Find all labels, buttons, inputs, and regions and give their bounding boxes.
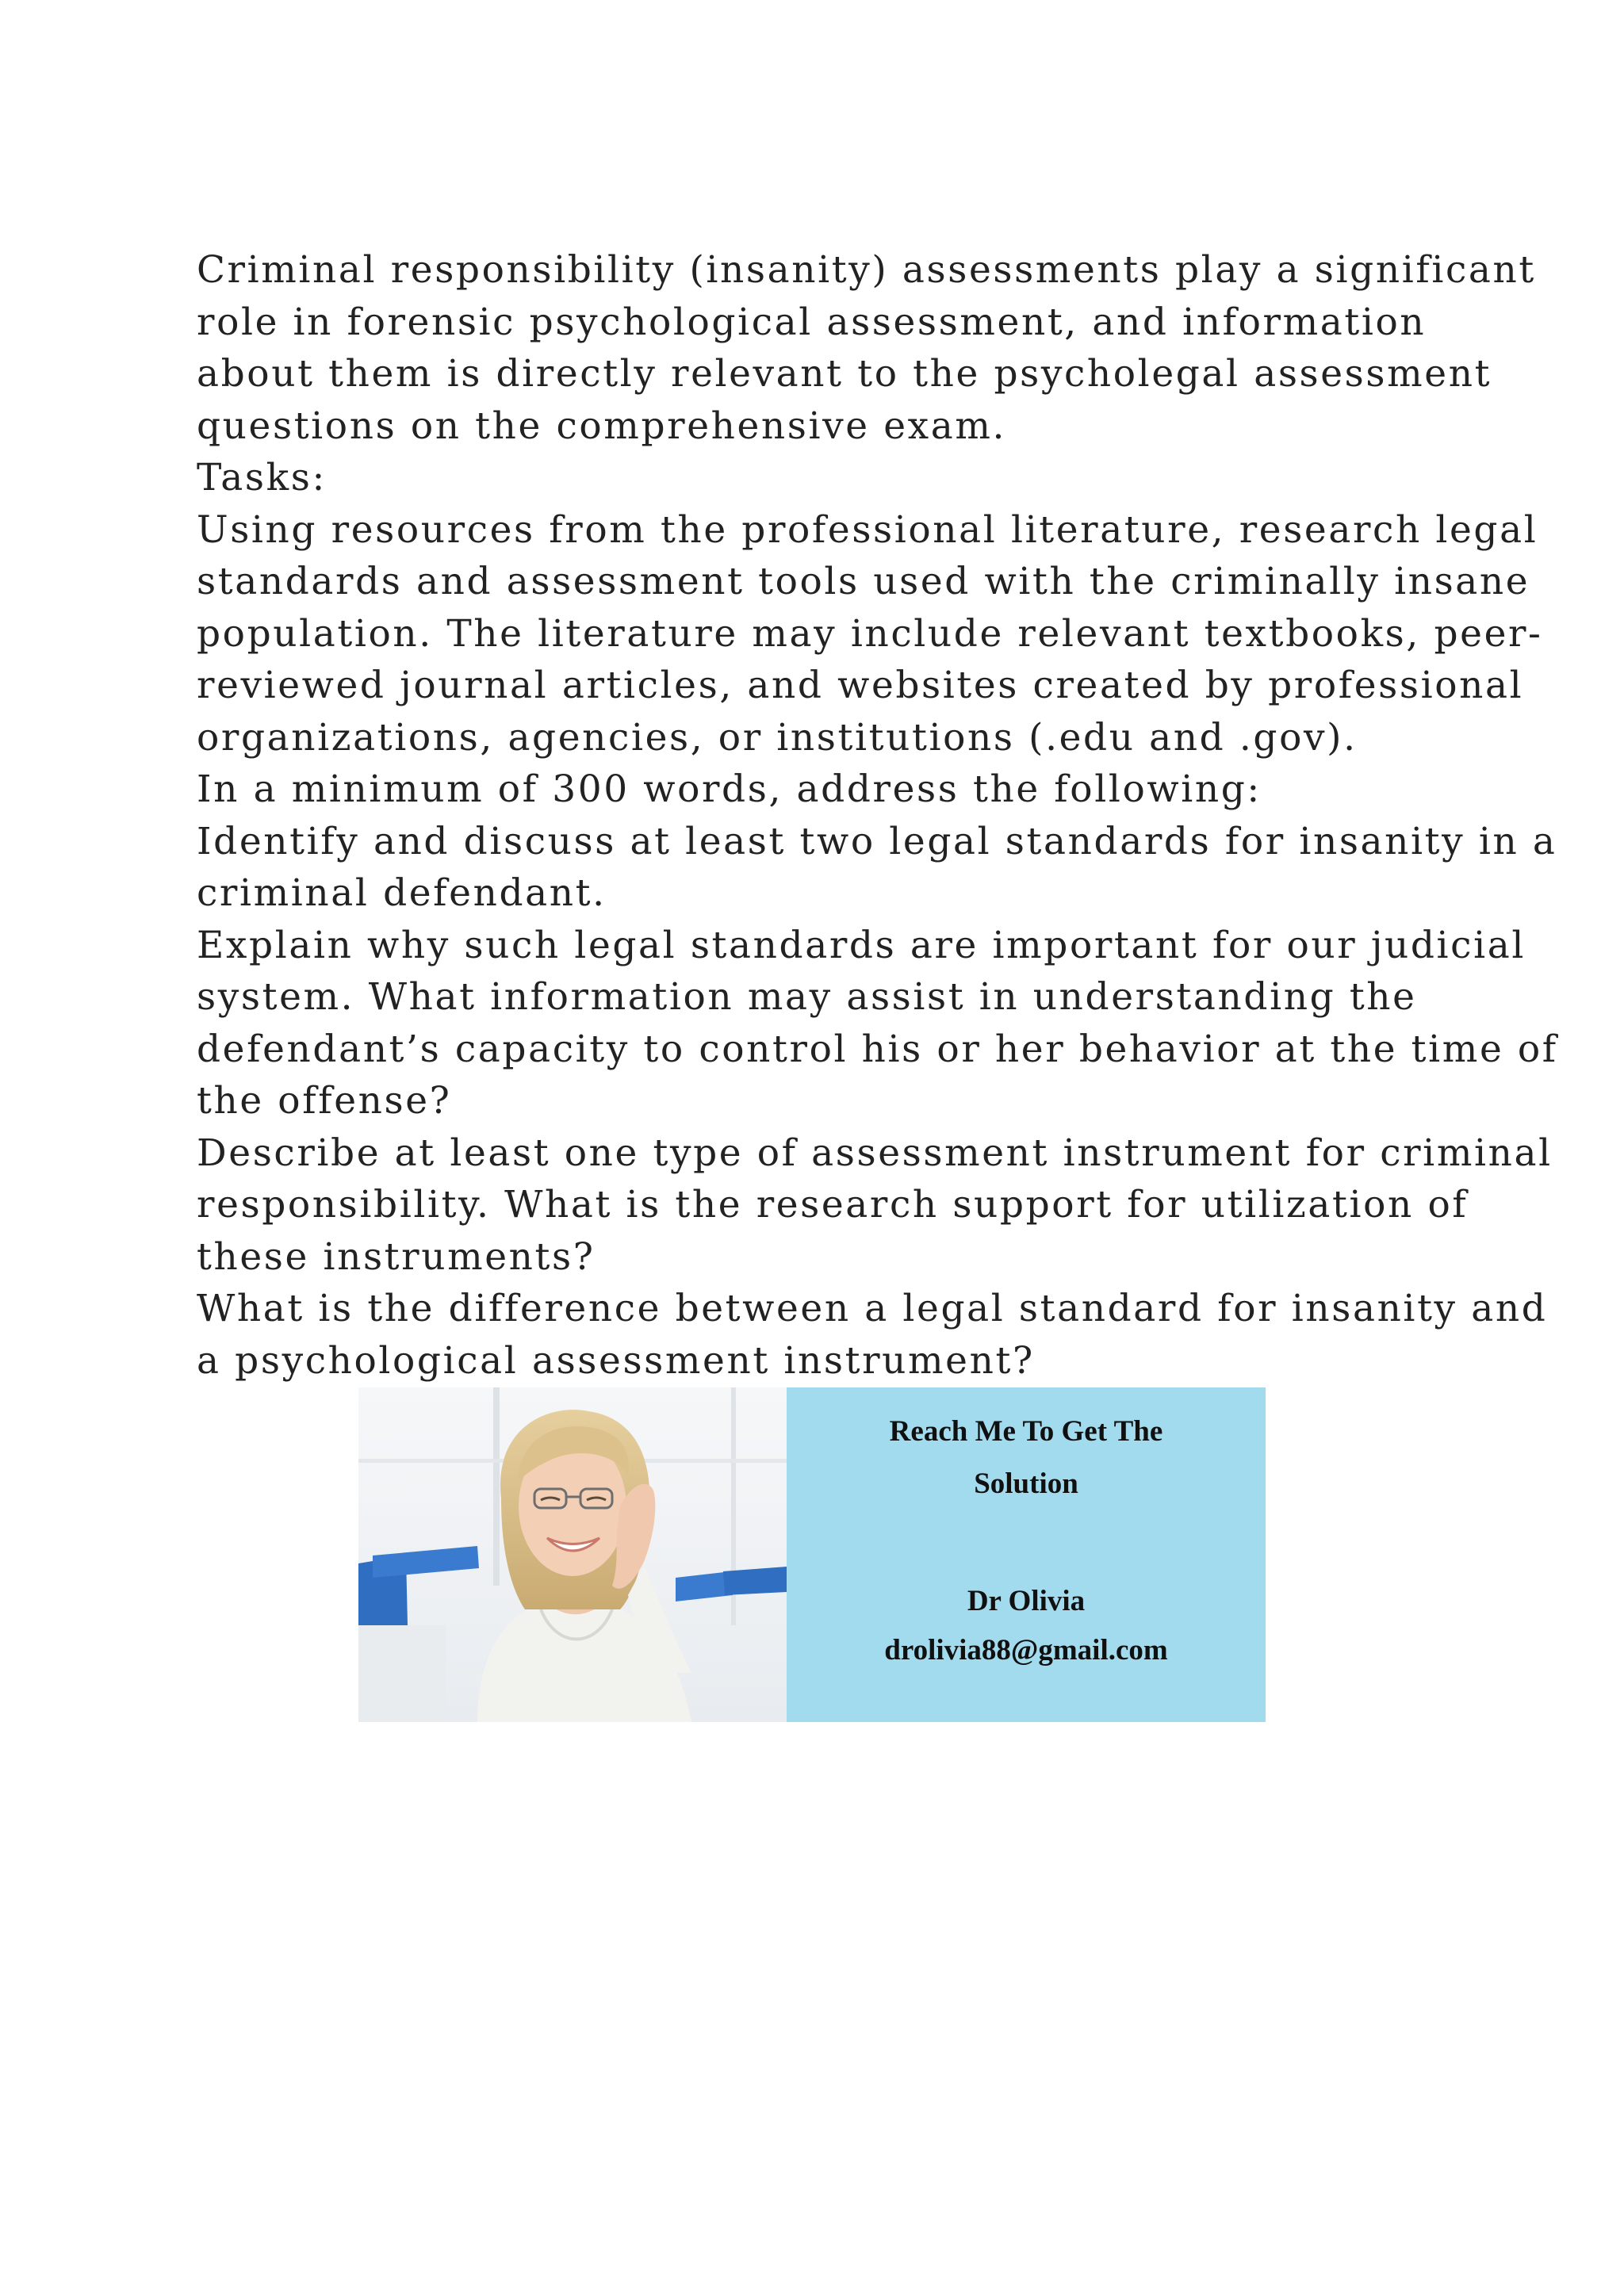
text-line: criminal defendant.: [197, 871, 607, 915]
text-line: Describe at least one type of assessment instrument for criminal: [197, 1131, 1553, 1175]
headline-line-1: Reach Me To Get The: [889, 1415, 1163, 1448]
text-line: In a minimum of 300 words, address the following:: [197, 767, 1262, 811]
contact-panel: [787, 1387, 1266, 1722]
contact-email: drolivia88@gmail.com: [884, 1634, 1168, 1667]
text-line: responsibility. What is the research support for utilization of: [197, 1183, 1469, 1226]
assignment-text: [197, 244, 1558, 1387]
text-line: population. The literature may include relevant textbooks, peer-: [197, 611, 1543, 656]
text-line: a psychological assessment instrument?: [197, 1338, 1035, 1383]
headline-line-2: Solution: [974, 1468, 1078, 1500]
tasks-heading: Tasks:: [197, 456, 327, 499]
text-line: system. What information may assist in understanding the: [197, 975, 1417, 1019]
text-line: organizations, agencies, or institutions (.edu and .gov).: [197, 715, 1358, 760]
photo-illustration: [358, 1387, 787, 1722]
text-line: these instruments?: [197, 1234, 596, 1279]
contact-banner: [358, 1387, 1266, 1722]
text-line: reviewed journal articles, and websites created by professional: [197, 664, 1524, 707]
text-line: Criminal responsibility (insanity) assessments play a significant: [197, 248, 1536, 292]
smiling-woman-with-glasses-photo: [358, 1387, 787, 1722]
text-line: role in forensic psychological assessment, and information: [197, 300, 1427, 344]
text-line: the offense?: [197, 1079, 452, 1123]
text-line: about them is directly relevant to the psycholegal assessment: [197, 352, 1492, 396]
text-line: Explain why such legal standards are important for our judicial: [197, 923, 1526, 967]
text-line: standards and assessment tools used with the criminally insane: [197, 560, 1530, 603]
contact-name: Dr Olivia: [967, 1585, 1086, 1617]
text-line: Identify and discuss at least two legal standards for insanity in a: [197, 819, 1557, 863]
text-line: What is the difference between a legal standard for insanity and: [197, 1287, 1548, 1330]
text-line: defendant’s capacity to control his or her behavior at the time of: [197, 1027, 1558, 1071]
text-line: Using resources from the professional literature, research legal: [197, 507, 1538, 552]
text-line: questions on the comprehensive exam.: [197, 404, 1007, 448]
